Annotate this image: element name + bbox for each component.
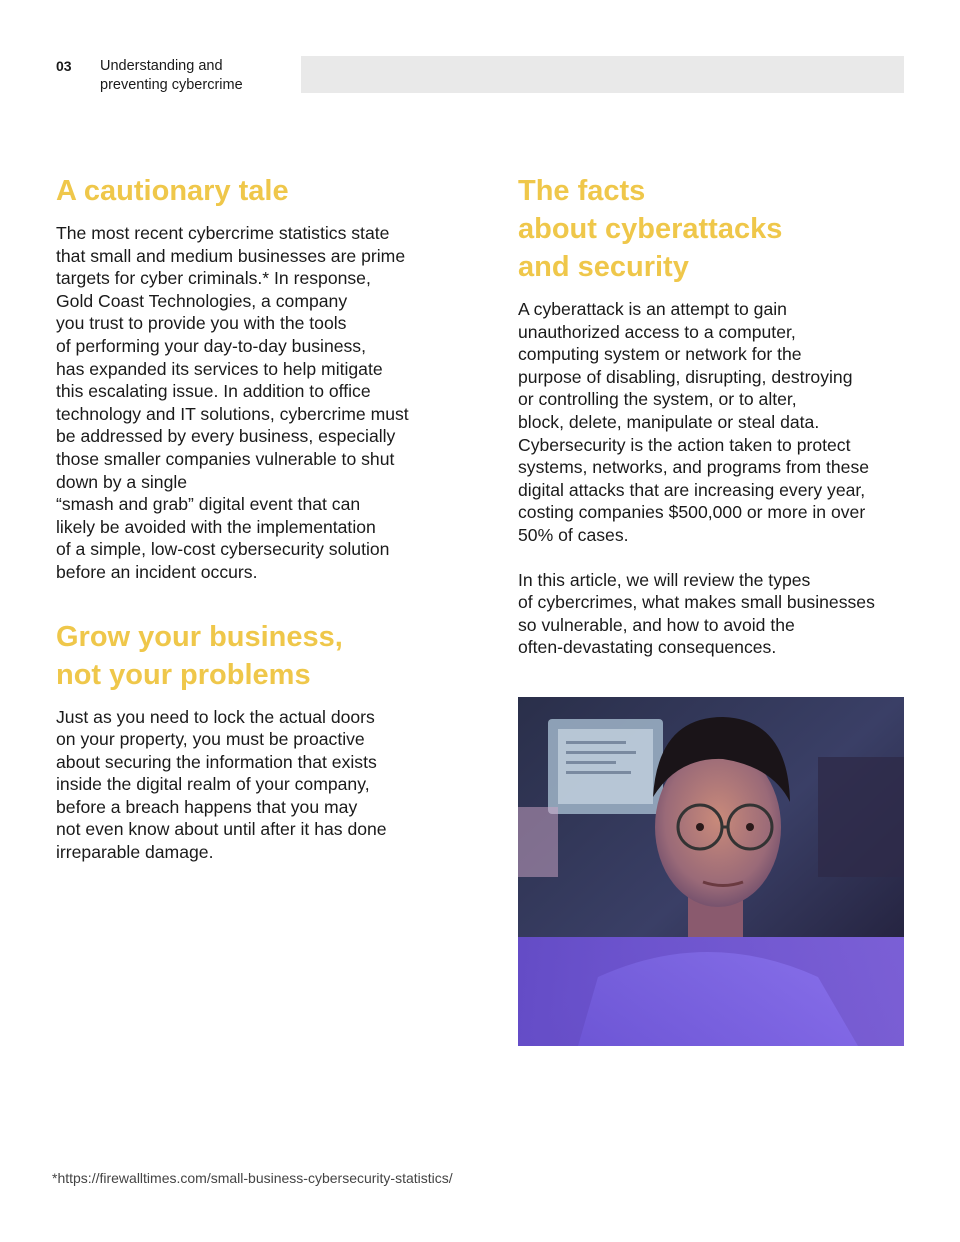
text-line: computing system or network for the — [518, 344, 802, 365]
facts-body-paragraph-1 — [518, 298, 918, 547]
text-line: has expanded its services to help mitigate — [56, 358, 383, 379]
text-line: The facts — [518, 175, 646, 207]
text-line: and security — [518, 251, 689, 283]
text-line: this escalating issue. In addition to office — [56, 381, 371, 402]
text-line: technology and IT solutions, cybercrime must — [56, 403, 409, 424]
section-title — [100, 57, 290, 95]
page-number: 03 — [56, 58, 72, 74]
text-line: “smash and grab” digital event that can — [56, 494, 361, 515]
section-title-line: preventing cybercrime — [100, 77, 243, 93]
text-line: often-devastating consequences. — [518, 637, 777, 658]
text-line: about cyberattacks — [518, 213, 783, 245]
cautionary-tale-body — [56, 222, 456, 584]
cautionary-tale-heading — [56, 172, 456, 210]
grow-business-heading — [56, 618, 456, 694]
person-photo — [518, 697, 904, 1046]
text-line: inside the digital realm of your company, — [56, 774, 370, 795]
text-line: likely be avoided with the implementation — [56, 516, 376, 537]
text-line: on your property, you must be proactive — [56, 729, 365, 750]
text-line: digital attacks that are increasing every year, — [518, 479, 866, 500]
facts-heading — [518, 172, 918, 286]
text-line: unauthorized access to a computer, — [518, 321, 796, 342]
text-line: targets for cyber criminals.* In response, — [56, 268, 371, 289]
text-line: Just as you need to lock the actual doors — [56, 706, 375, 727]
text-line: about securing the information that exists — [56, 751, 377, 772]
text-line: of performing your day-to-day business, — [56, 335, 366, 356]
text-line: you trust to provide you with the tools — [56, 313, 347, 334]
text-line: before a breach happens that you may — [56, 796, 358, 817]
text-line: The most recent cybercrime statistics state — [56, 223, 390, 243]
text-line: Cybersecurity is the action taken to protect — [518, 434, 851, 455]
text-line: down by a single — [56, 471, 188, 492]
right-column — [518, 172, 918, 659]
text-line: 50% of cases. — [518, 524, 629, 545]
text-line: Gold Coast Technologies, a company — [56, 290, 348, 311]
left-column — [56, 172, 456, 864]
text-line: so vulnerable, and how to avoid the — [518, 614, 795, 635]
text-line: purpose of disabling, disrupting, destroying — [518, 366, 853, 387]
text-line: or controlling the system, or to alter, — [518, 389, 797, 410]
text-line: of a simple, low-cost cybersecurity solution — [56, 539, 390, 560]
text-line: A cyberattack is an attempt to gain — [518, 299, 787, 319]
text-line: Grow your business, — [56, 620, 343, 653]
footnote[interactable]: *https://firewalltimes.com/small-business-cybersecurity-statistics/ — [52, 1170, 453, 1186]
text-line: irreparable damage. — [56, 842, 214, 863]
text-line: systems, networks, and programs from these — [518, 457, 870, 478]
facts-body-paragraph-2 — [518, 569, 918, 659]
text-line: of cybercrimes, what makes small businesses — [518, 592, 875, 613]
text-line: In this article, we will review the types — [518, 569, 811, 590]
text-line: A cautionary tale — [56, 175, 289, 207]
text-line: those smaller companies vulnerable to shut — [56, 448, 395, 469]
header-bar — [301, 56, 904, 93]
text-line: that small and medium businesses are prime — [56, 245, 406, 266]
text-line: be addressed by every business, especially — [56, 426, 396, 447]
text-line: not your problems — [56, 658, 311, 691]
text-line: costing companies $500,000 or more in over — [518, 502, 866, 523]
text-line: block, delete, manipulate or steal data. — [518, 411, 820, 432]
text-line: before an incident occurs. — [56, 561, 258, 582]
grow-business-body — [56, 706, 456, 864]
section-title-line: Understanding and — [100, 58, 223, 74]
text-line: not even know about until after it has done — [56, 819, 387, 840]
